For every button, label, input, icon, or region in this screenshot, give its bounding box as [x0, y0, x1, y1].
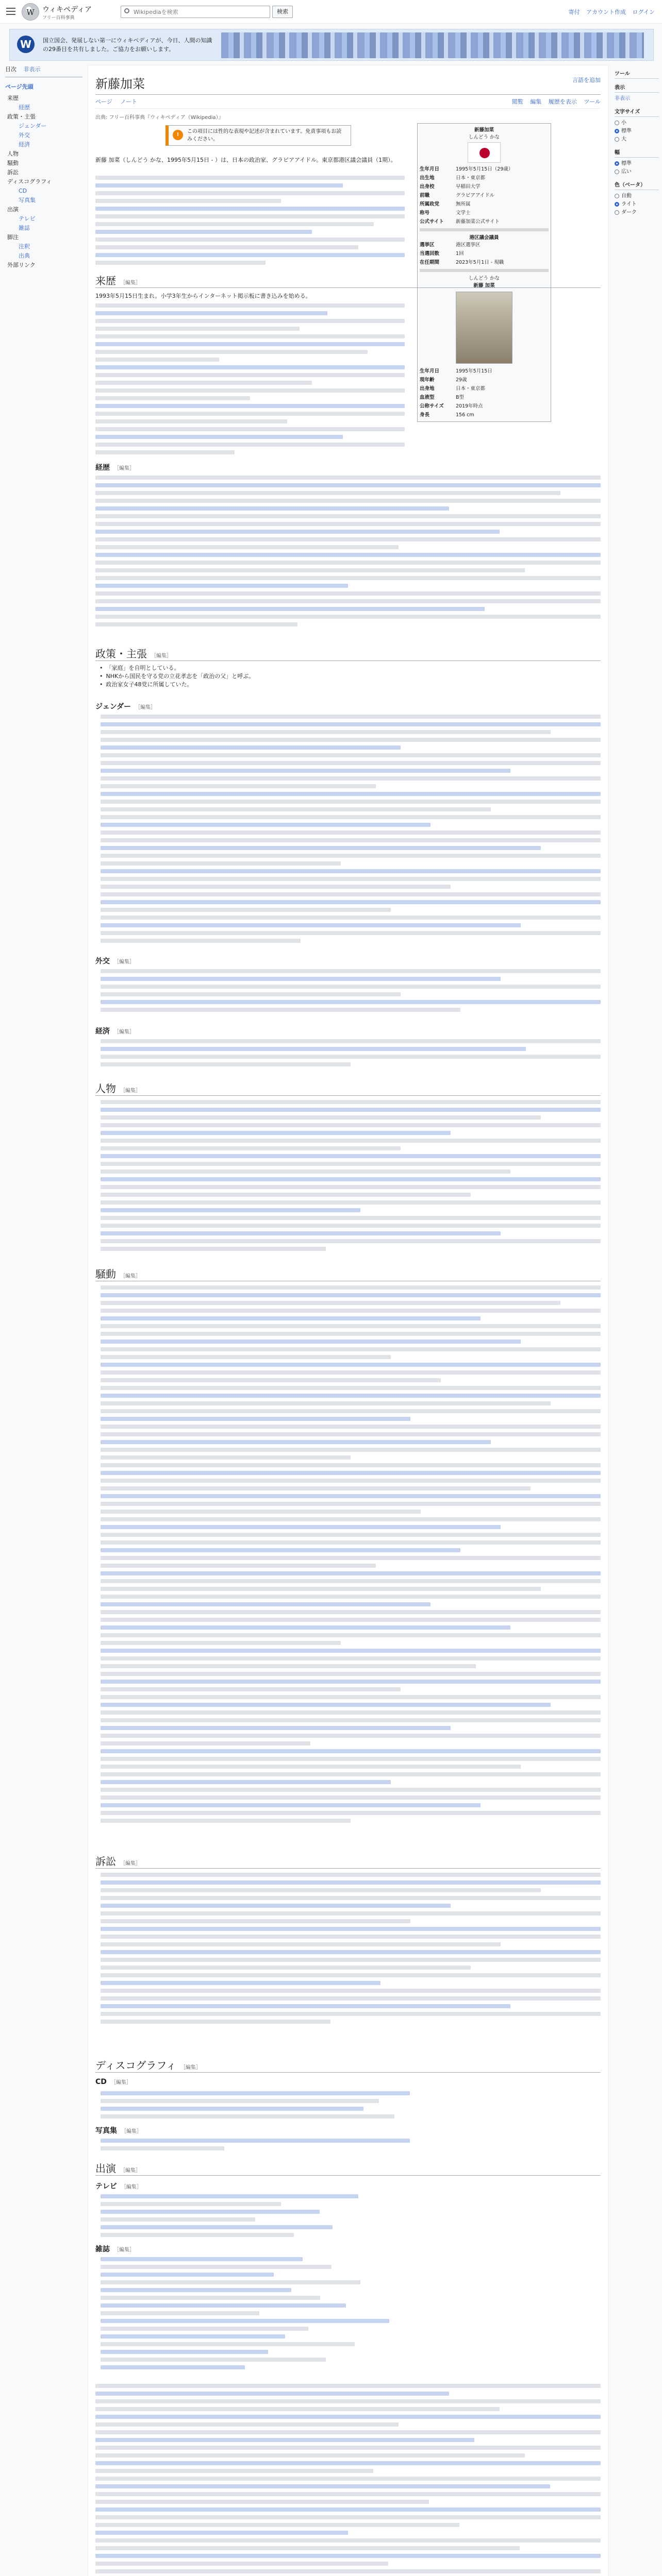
list-item: • 「家庭」を自明としている。 [100, 664, 594, 672]
notice-text: この項目には性的な表現や記述が含まれています。免責事項もお読みください。 [187, 129, 342, 142]
heading-text: 政策・主張 [95, 648, 147, 660]
toc-item[interactable]: 騒動 [7, 160, 19, 166]
infobox-value: 港区選挙区 [456, 242, 481, 248]
toc-item[interactable]: ディスコグラフィ [7, 178, 52, 185]
option-label: 大 [621, 137, 626, 142]
toc-item[interactable]: 来歴 [7, 95, 19, 101]
section-heading-policy [95, 646, 601, 661]
infobox-key: 生年月日 [420, 166, 440, 172]
cd-list [101, 2091, 410, 2122]
heading-text: 経済 [95, 1027, 110, 1036]
radio-icon [615, 194, 619, 198]
infobox-row [420, 241, 549, 249]
radio-icon [615, 161, 619, 166]
history-paragraph: 1993年5月15日生まれ。小学3年生からインターネット掲示板に書き込みを始める。 [95, 293, 311, 299]
tab-page[interactable]: ページ [95, 98, 112, 105]
infobox-key: 身長 [420, 412, 430, 418]
infobox-value: 文学士 [456, 210, 471, 216]
toc-item[interactable]: 出典 [19, 252, 30, 259]
economy-text-block [101, 1039, 601, 1070]
toc-item[interactable]: 脚注 [7, 234, 19, 241]
japan-flag-icon [468, 142, 501, 163]
gender-text-block [101, 715, 601, 946]
list-item: • NHKから国民を守る党の立花孝志を「政治の父」と呼ぶ。 [100, 672, 594, 681]
hide-appearance-button[interactable]: 非表示 [615, 96, 630, 101]
infobox-kana: しんどう かな [468, 134, 500, 140]
heading-text: 外交 [95, 957, 110, 965]
option-label: 標準 [621, 128, 632, 134]
login-link[interactable]: ログイン [632, 9, 655, 15]
main-menu-icon[interactable] [5, 6, 16, 17]
edit-link[interactable]: ［編集］ [114, 959, 135, 965]
toc-list [5, 94, 82, 270]
infobox-value: 156 cm [456, 412, 474, 418]
tab-talk[interactable]: ノート [120, 98, 137, 105]
toc-item[interactable]: 出演 [7, 206, 19, 213]
radio-icon [615, 121, 619, 125]
section-heading-discography [95, 2057, 601, 2073]
edit-link[interactable]: ［編集］ [120, 280, 141, 286]
create-account-link[interactable]: アカウント作成 [586, 9, 626, 15]
edit-link[interactable]: ［編集］ [114, 2247, 135, 2253]
color-option-dark[interactable] [615, 209, 659, 217]
heading-text: 騒動 [95, 1268, 116, 1280]
infobox-row [420, 200, 549, 209]
color-title: 色（ベータ） [615, 180, 659, 190]
heading-text: 訴訟 [95, 1855, 116, 1868]
infobox-value: 2019年時点 [456, 403, 483, 409]
fundraising-banner [9, 29, 654, 61]
profile-name: 新藤 加菜 [473, 283, 495, 289]
profile-kana: しんどう かな [468, 276, 500, 281]
infobox-row [420, 209, 549, 217]
size-option-small[interactable] [615, 119, 659, 127]
intro-paragraph: 新藤 加菜（しんどう かな、1995年5月15日 - ）は、日本の政治家、グラビアアイドル。東京都港区議会議員（1期）。 [95, 157, 396, 163]
heading-text: CD [95, 2078, 107, 2086]
text-size-title: 文字サイズ [615, 107, 659, 117]
heading-text: ジェンダー [95, 703, 131, 711]
infobox-key: 生年月日 [420, 368, 440, 374]
color-option-light[interactable] [615, 200, 659, 209]
infobox-value: グラビアアイドル [456, 193, 495, 198]
infobox-profile-rows [420, 367, 549, 419]
infobox-key: 当選回数 [420, 251, 440, 257]
tab-read[interactable]: 閲覧 [511, 98, 523, 105]
edit-link[interactable]: ［編集］ [121, 2129, 142, 2134]
infobox-rows [420, 165, 549, 226]
tab-history[interactable]: 履歴を表示 [548, 98, 577, 105]
infobox-sub-rows [420, 241, 549, 267]
infobox-key: 前職 [420, 193, 430, 198]
toc-item[interactable]: 雑誌 [19, 225, 30, 231]
edit-link[interactable]: ［編集］ [114, 466, 135, 471]
photobook-list [101, 2139, 410, 2154]
option-label: ダーク [621, 210, 637, 215]
edit-link[interactable]: ［編集］ [135, 705, 156, 710]
controversy-text-block [101, 1285, 601, 1826]
infobox-key: 称号 [420, 210, 430, 216]
infobox-subhead: 港区議会議員 [469, 235, 499, 241]
magazine-list [101, 2257, 389, 2373]
policy-list [100, 664, 594, 689]
infobox-key: 在任期間 [420, 260, 440, 265]
infobox-key: 現年齢 [420, 377, 435, 383]
width-option-wide[interactable] [615, 168, 659, 176]
edit-link[interactable]: ［編集］ [114, 1029, 135, 1035]
heading-text: 写真集 [95, 2127, 117, 2135]
tv-list [101, 2194, 358, 2241]
size-option-large[interactable] [615, 135, 659, 144]
toc-tab-label: 目次 [5, 66, 16, 73]
appearance-panel [615, 65, 659, 217]
edit-link[interactable]: ［編集］ [120, 1088, 141, 1094]
heading-text: 人物 [95, 1082, 116, 1095]
toc-item[interactable]: 訴訟 [7, 169, 19, 176]
tagline: フリー百科事典 [42, 15, 75, 21]
option-label: 広い [621, 169, 632, 175]
edit-link[interactable]: ［編集］ [151, 653, 172, 659]
toc-item[interactable]: 政策・主張 [7, 113, 36, 120]
radio-icon [615, 210, 619, 215]
infobox-value: 日本・東京都 [456, 386, 486, 392]
infobox-row [420, 393, 549, 402]
infobox-row [420, 217, 549, 226]
wikipedia-logo[interactable]: W [22, 3, 39, 21]
toc-item[interactable]: 外交 [19, 132, 30, 139]
section-heading-cd [95, 2078, 131, 2086]
history-text-block [95, 303, 405, 458]
option-label: ライト [621, 201, 637, 207]
site-header [0, 0, 662, 24]
section-heading-career [95, 462, 135, 472]
search-icon [124, 8, 129, 13]
toc-tabs [5, 65, 82, 77]
section-heading-diplomacy [95, 956, 135, 966]
section-heading-history [95, 273, 601, 288]
width-title: 幅 [615, 148, 659, 158]
infobox-row [420, 191, 549, 200]
toc-item[interactable]: 外部リンク [7, 262, 36, 268]
banner-pattern [221, 32, 644, 58]
radio-icon [615, 170, 619, 174]
infobox-value: 無所属 [456, 201, 471, 207]
option-label: 自動 [621, 193, 632, 199]
infobox-value: 新藤加菜公式サイト [456, 219, 500, 225]
career-text-block [95, 476, 601, 630]
edit-link[interactable]: ［編集］ [120, 1861, 141, 1867]
tools-title: ツール [615, 69, 659, 79]
notice-box [166, 125, 351, 146]
edit-link[interactable]: ［編集］ [121, 2184, 142, 2190]
infobox-row [420, 384, 549, 393]
profile-photo[interactable] [456, 292, 512, 364]
radio-icon [615, 137, 619, 142]
toc-item[interactable]: 注釈 [19, 243, 30, 250]
title-divider [95, 94, 601, 95]
heading-text: 出演 [95, 2162, 116, 2175]
references-block [95, 2384, 601, 2576]
section-heading-gender [95, 701, 156, 711]
infobox-key: 公式サイト [420, 219, 444, 225]
toc-item[interactable]: 人物 [7, 150, 19, 157]
lawsuit-text-block [101, 1873, 601, 2027]
heading-text: 経歴 [95, 464, 110, 472]
color-option-auto[interactable] [615, 192, 659, 200]
heading-text: 来歴 [95, 275, 116, 287]
section-heading-controversy [95, 1266, 601, 1281]
section-heading-economy [95, 1026, 135, 1036]
infobox-separator [420, 269, 549, 272]
infobox-row [420, 411, 549, 419]
heading-text: ディスコグラフィ [95, 2059, 176, 2072]
infobox-row [420, 182, 549, 191]
infobox-value: 29歳 [456, 377, 467, 383]
tab-tools[interactable]: ツール [584, 98, 601, 105]
page-title: 新藤加菜 [95, 77, 145, 91]
infobox-key: 出生地 [420, 175, 435, 181]
banner-logo: W [17, 36, 35, 53]
namespace-tabs [95, 97, 601, 109]
infobox-row [420, 258, 549, 267]
infobox-key: 血液型 [420, 395, 435, 400]
toc-hide-button[interactable]: 非表示 [23, 66, 41, 73]
diplomacy-text-block [101, 969, 601, 1015]
persona-text-block [101, 1100, 601, 1255]
main-content [88, 65, 608, 2576]
infobox-row [420, 367, 549, 376]
from-wikipedia: 出典: フリー百科事典『ウィキペディア（Wikipedia）』 [95, 115, 224, 121]
radio-icon [615, 129, 619, 133]
infobox-value: 日本・東京都 [456, 175, 486, 181]
display-title: 表示 [615, 83, 659, 93]
heading-text: 雑誌 [95, 2245, 110, 2253]
infobox-value: B型 [456, 395, 465, 400]
section-heading-tv [95, 2181, 142, 2191]
section-heading-photobook [95, 2125, 142, 2136]
edit-link[interactable]: ［編集］ [120, 1274, 141, 1279]
search-button[interactable]: 検索 [272, 6, 293, 18]
banner-text: 国立国会、発展しない第一にウィキペディアが、今日、人間の知識の29番目を共有しました。ご協力をお願いします。 [43, 37, 212, 53]
donate-link[interactable]: 寄付 [568, 9, 580, 15]
infobox-value: 早稲田大学 [456, 184, 481, 190]
list-item: • 政治家女子48党に所属していた。 [100, 681, 594, 689]
heading-text: テレビ [95, 2182, 117, 2191]
infobox-row [420, 402, 549, 411]
width-option-standard[interactable] [615, 160, 659, 168]
section-heading-appearances [95, 2160, 601, 2176]
wordmark[interactable]: ウィキペディア [42, 6, 92, 14]
infobox-key: 公称サイズ [420, 403, 444, 409]
option-label: 小 [621, 120, 626, 126]
infobox-separator [420, 228, 549, 231]
intro-text-block [95, 176, 405, 268]
edit-link[interactable]: ［編集］ [180, 2065, 201, 2071]
infobox-title: 新藤加菜 [474, 127, 494, 133]
edit-link[interactable]: ［編集］ [120, 2168, 141, 2174]
infobox-key: 選挙区 [420, 242, 435, 248]
toc-item[interactable]: ジェンダー [19, 123, 47, 129]
radio-icon [615, 202, 619, 207]
toc-item[interactable]: CD [19, 188, 27, 194]
infobox-row [420, 376, 549, 384]
toc-item[interactable]: 写真集 [19, 197, 36, 204]
infobox-row [420, 249, 549, 258]
infobox-row [420, 174, 549, 182]
toc-item[interactable]: 経済 [19, 141, 30, 148]
section-heading-magazine [95, 2244, 135, 2254]
infobox-row [420, 165, 549, 174]
infobox-value: 1回 [456, 251, 464, 257]
size-option-standard[interactable] [615, 127, 659, 135]
infobox-value: 1995年5月15日（29歳） [456, 166, 514, 172]
tab-edit[interactable]: 編集 [530, 98, 542, 105]
infobox-value: 1995年5月15日 [456, 368, 492, 374]
toc-item[interactable]: テレビ [19, 215, 36, 222]
warning-icon: ! [173, 130, 183, 140]
option-label: 標準 [621, 161, 632, 166]
infobox-key: 所属政党 [420, 201, 440, 207]
infobox-value: 2023年5月1日 - 現職 [456, 260, 504, 265]
infobox-key: 出身校 [420, 184, 435, 190]
toc-item[interactable]: 経歴 [19, 104, 30, 111]
search-box[interactable] [121, 6, 270, 18]
edit-link[interactable]: ［編集］ [110, 2080, 131, 2086]
user-tools [564, 8, 655, 16]
language-button[interactable]: 言語を追加 [572, 77, 601, 83]
section-heading-lawsuit [95, 1853, 601, 1869]
search-input[interactable] [133, 7, 267, 16]
section-heading-persona [95, 1080, 601, 1096]
toc-top-link[interactable]: ページ先頭 [5, 83, 34, 90]
infobox-key: 出身地 [420, 386, 435, 392]
table-of-contents [5, 65, 82, 270]
